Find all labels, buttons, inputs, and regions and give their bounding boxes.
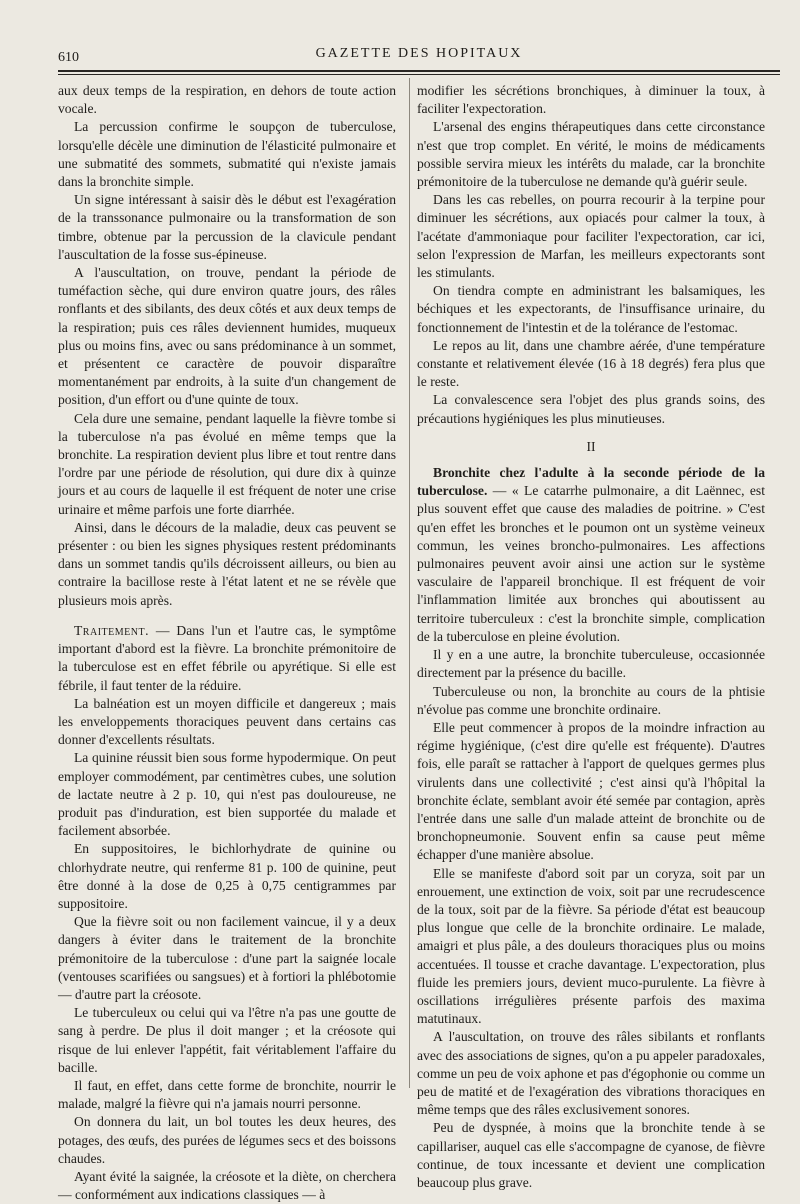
left-column <box>58 82 396 1204</box>
traitement-paragraph <box>58 622 396 695</box>
paragraph: Il y en a une autre, la bronchite tuberculeuse, occasionnée directement par la présence du bacille. <box>417 647 765 681</box>
section-heading: Bronchite chez l'adulte à la seconde période de la tuberculose. <box>417 465 765 499</box>
paragraph: Que la fièvre soit ou non facilement vaincue, il y a deux dangers à éviter dans le traitement de la bronchite prémonitoire de la tuberculose : d'une part la saignée locale (ventouses scarifiées ou sangsues) et à fortiori la phlébotomie — d'autre part la créosote. <box>58 914 396 1002</box>
paragraph: Le repos au lit, dans une chambre aérée, d'une température constante et relativement élevée (16 à 18 degrés) fera plus que le reste. <box>417 337 765 390</box>
paragraph: Ainsi, dans le décours de la maladie, deux cas peuvent se présenter : ou bien les signes physiques restent prédominants dans un sommet tandis qu'ils décroissent ailleurs, ou bien au contraire la bacillose reste à l'état latent et ne se révèle que plusieurs mois après. <box>58 519 396 608</box>
paragraph: Elle se manifeste d'abord soit par un coryza, soit par un enrouement, une extinction de voix, soit par une recrudescence de la toux, soit par de la fièvre. Sa période d'état est beaucoup plus longue que celle de la bronchite ordinaire. Le malade, amaigri et plus pâle, a des douleurs thoraciques plus ou moins accentuées. Il tousse et crache davantage. L'expectoration, plus fluide les premiers jours, devient muco-purulente. La fièvre à oscillations irrégulières présente parfois des maxima matutinaux. <box>417 865 765 1027</box>
paragraph: aux deux temps de la respiration, en dehors de toute action vocale. <box>58 83 396 117</box>
paragraph: La percussion confirme le soupçon de tuberculose, lorsqu'elle décèle une diminution de l'élasticité pulmonaire et une submatité des sommets, submatité qui n'existe jamais dans la bronchite simple. <box>58 119 396 190</box>
paragraph: En suppositoires, le bichlorhydrate de quinine ou chlorhydrate neutre, qui renferme 81 p. 100 de quinine, peut être donné à la dose de 0,25 à 0,75 centigrammes par suppositoire. <box>58 841 396 911</box>
paragraph: Il faut, en effet, dans cette forme de bronchite, nourrir le malade, malgré la fièvre qui n'a jamais nourri personne. <box>58 1077 396 1112</box>
paragraph: Cela dure une semaine, pendant laquelle la fièvre tombe si la tuberculose n'a pas évolué en même temps que la bronchite. La respiration devient plus libre et tout rentre dans l'ordre par une période de résolution, qui dure dix à quinze jours et au cours de laquelle il est fréquent de noter une crise urinaire et même parfois une forte diarrhée. <box>58 410 396 517</box>
section-first-paragraph <box>417 464 765 646</box>
paragraph: A l'auscultation, on trouve, pendant la période de tuméfaction sèche, qui dure environ quatre jours, des râles ronflants et des sibilants, des deux côtés et aux deux temps de la respiration; puis ces râles deviennent humides, muqueux plus ou moins fins, avec ou sans prédominance à un sommet, et présentent ce caractère de pouvoir disparaître momentanément par endroits, à la suite d'un changement de position, d'un effort ou d'une quinte de toux. <box>58 265 396 408</box>
paragraph: Elle peut commencer à propos de la moindre infraction au régime hygiénique, (c'est dire qu'elle est fréquente). D'autres fois, elle paraît se rattacher à l'apport de quelques germes plus virulents dans une collectivité ; c'est ainsi qu'à l'hôpital la bronchite éclate, semblant avoir été semée par contagion, après l'entrée dans une salle d'un malade atteint de bronchite ou de bronchopneumonie. Souvent enfin sa cause peut même échapper d'une manière absolue. <box>417 719 765 863</box>
paragraph: La balnéation est un moyen difficile et dangereux ; mais les enveloppements thoraciques peuvent dans certains cas donner d'excellents résultats. <box>58 695 396 748</box>
paragraph: La convalescence sera l'objet des plus grands soins, des précautions hygiéniques les plus minutieuses. <box>417 392 765 426</box>
right-column <box>417 82 765 1192</box>
paragraph: La quinine réussit bien sous forme hypodermique. On peut employer commodément, par centimètres cubes, une solution de lactate neutre à 2 p. 10, qui n'est pas douloureuse, ne produit pas d'induration, est bien supportée du malade et facilement absorbée. <box>58 750 396 839</box>
column-divider <box>409 78 410 1088</box>
header-rule-thin <box>58 74 780 75</box>
paragraph: On donnera du lait, un bol toutes les deux heures, des potages, des œufs, des purées de légumes secs et des boissons chaudes. <box>58 1114 396 1166</box>
traitement-heading: Traitement. <box>74 622 149 638</box>
paragraph: L'arsenal des engins thérapeutiques dans cette circonstance n'est que trop complet. En vérité, le moins de médicaments possible servira mieux les intérêts du malade, car la bronchite prémonitoire de la tuberculose ne demande qu'à guérir seule. <box>417 119 765 190</box>
page-number: 610 <box>58 50 79 65</box>
header-rule-thick <box>58 70 780 72</box>
paragraph: On tiendra compte en administrant les balsamiques, les béchiques et les expectorants, de l'insuffisance urinaire, du fonctionnement de l'intestin et de la tolérance de l'estomac. <box>417 283 765 335</box>
paragraph: modifier les sécrétions bronchiques, à diminuer la toux, à faciliter l'expectoration. <box>417 83 765 117</box>
paragraph: Ayant évité la saignée, la créosote et la diète, on cherchera — conformément aux indications classiques — à <box>58 1168 396 1203</box>
paragraph: Peu de dyspnée, à moins que la bronchite tende à se capillariser, auquel cas elle s'accompagne de cyanose, de fièvre continue, de toux incessante et devient une complication beaucoup plus grave. <box>417 1120 765 1190</box>
section-number: II <box>586 438 596 454</box>
journal-title: GAZETTE DES HOPITAUX <box>315 46 523 61</box>
page-header <box>58 44 780 68</box>
section-first-text: — « Le catarrhe pulmonaire, a dit Laënnec, est plus souvent effet que cause des maladies de poitrine. » C'est qu'en effet les bronches et le poumon ont un système veineux commun, les veines broncho-pulmonaires. Les affections pulmonaires peuvent avoir ainsi une action sur le système vasculaire de l'appareil bronchique. Il est fréquent de voir l'inflammation limitée aux bronches qui aboutissent au territoire tuberculeux : c'est la bronchite simple, complication de la tuberculose en pleine évolution. <box>417 483 765 644</box>
paragraph: A l'auscultation, on trouve des râles sibilants et ronflants avec des associations de signes, qu'on a pu appeler paradoxales, comme un peu de voix aphone et pas d'égophonie ou comme un peu de matité et de l'exagération des vibrations thoraciques en même temps que des râles exclusivement sonores. <box>417 1029 765 1118</box>
paragraph: Dans les cas rebelles, on pourra recourir à la terpine pour diminuer les sécrétions, aux opiacés pour calmer la toux, à l'acétate d'ammoniaque pour faciliter l'expectoration, car ici, selon l'expression de Marfan, les meilleurs expectorants sont les stimulants. <box>417 192 765 281</box>
paragraph: Tuberculeuse ou non, la bronchite au cours de la phtisie n'évolue pas comme une bronchite ordinaire. <box>417 683 765 717</box>
paragraph: Un signe intéressant à saisir dès le début est l'exagération de la transsonance pulmonaire ou la transformation de son timbre, obtenue par la percussion de la clavicule pendant l'auscultation de la fosse sus-épineuse. <box>58 192 396 262</box>
traitement-text: — Dans l'un et l'autre cas, le symptôme important d'abord est la fièvre. La bronchite prémonitoire de la tuberculose est en effet fébrile ou apyrétique. Si elle est fébrile, il faut tenter de la réduire. <box>58 622 396 693</box>
paragraph: Le tuberculeux ou celui qui va l'être n'a pas une goutte de sang à perdre. De plus il doit manger ; et la créosote qui risque de lui enlever l'appétit, fait véritablement l'affaire du bacille. <box>58 1005 396 1075</box>
